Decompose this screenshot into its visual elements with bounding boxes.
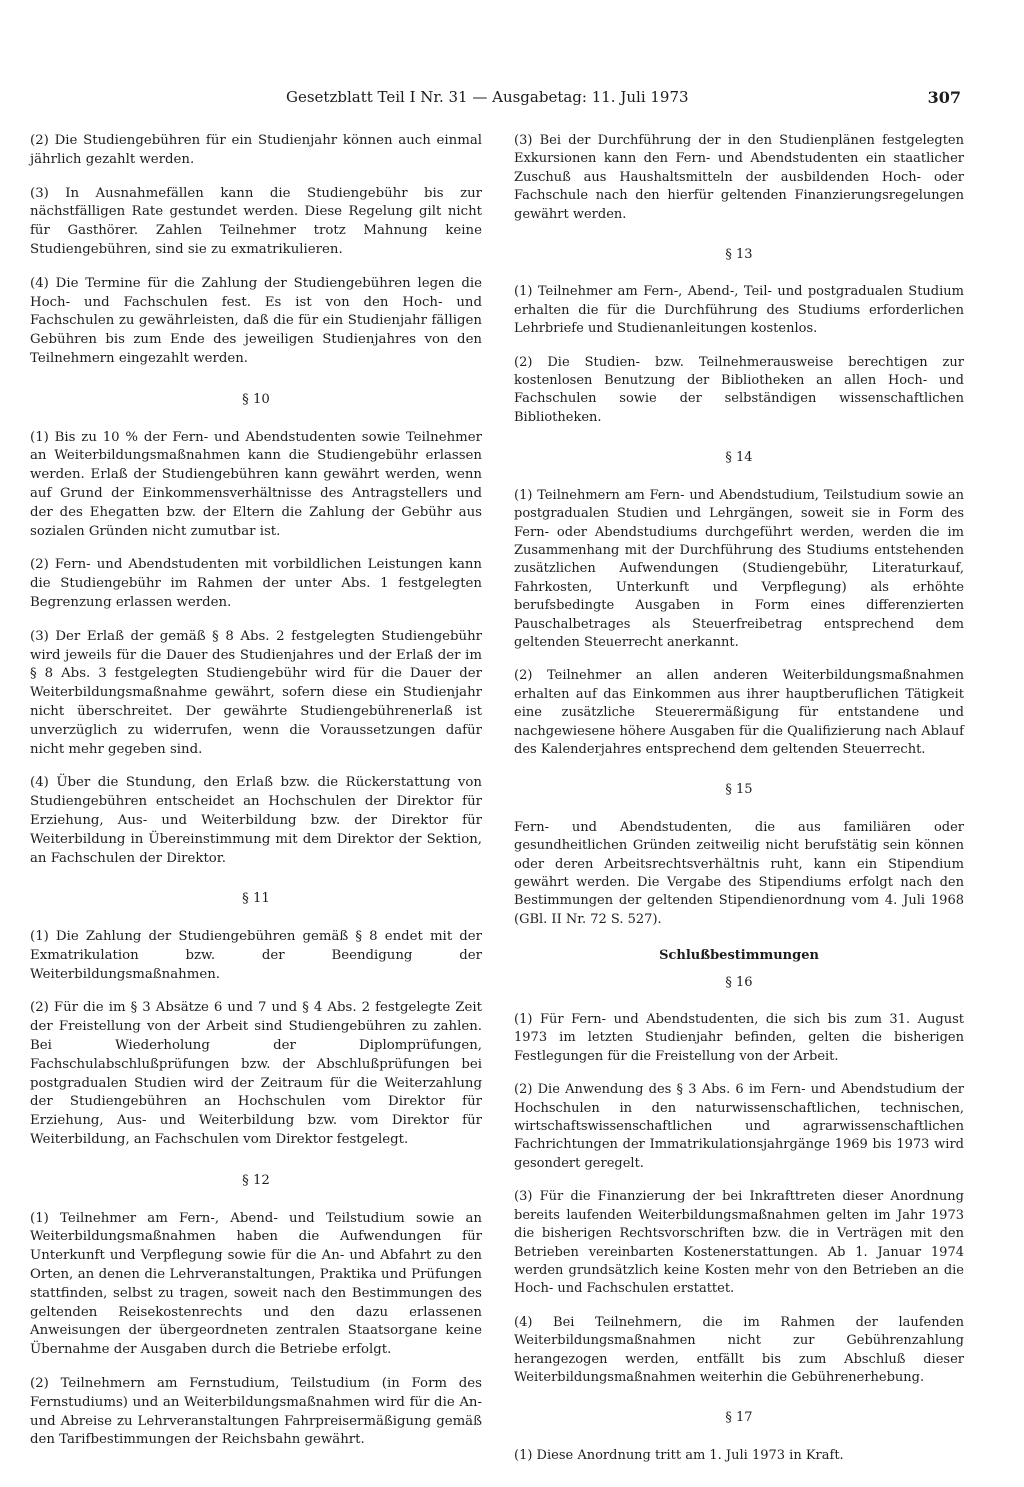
paragraph-13-1: (1) Teilnehmer am Fern-, Abend-, Teil- und postgradualen Studium erhalten die für die Durchführung des Studiums erforderlichen Lehrbriefe und Studienanleitungen kostenlos.	[514, 284, 964, 337]
left-column	[30, 132, 482, 1450]
paragraph-12-3: (3) Bei der Durchführung der in den Studienplänen festgelegten Exkursionen kann den Fern- und Abendstudenten ein staatlicher Zuschuß aus Haushaltsmitteln der ausbildenden Hoch- oder Fachschule nach den hierfür geltenden Finanzierungsregelungen gewährt werden.	[514, 133, 964, 222]
paragraph-10-1: (1) Bis zu 10 % der Fern- und Abendstudenten sowie Teilnehmer an Weiterbildungsmaßnahmen kann die Studiengebühr erlassen werden. Erlaß der Studiengebühren kann gewährt werden, wenn auf Grund der Einkommensverhältnisse des Antragstellers und der des Ehegatten bzw. der Eltern die Zahlung der Gebühr aus sozialen Gründen nicht zumutbar ist.	[30, 429, 482, 539]
final-provisions-heading: Schlußbestimmungen	[659, 948, 819, 964]
paragraph-14-1: (1) Teilnehmern am Fern- und Abendstudium, Teilstudium sowie an postgradualen Studien und Lehrgängen, soweit sie in Form des Fern- oder Abendstudiums durchgeführt werden, werden die im Zusammenhang mit der Durchführung des Studiums entstehenden zusätzlichen Aufwendungen (Studiengebühr, Literaturkauf, Fahrkosten, Unterkunft und Verpflegung) als erhöhte berufsbedingte Ausgaben in Form eines differenzierten Pauschalbetrages als Steuerfreibetrag entsprechend dem geltenden Steuerrecht anerkannt.	[514, 487, 964, 650]
paragraph-11-1: (1) Die Zahlung der Studiengebühren gemäß § 8 endet mit der Exmatrikulation bzw. der Beendigung der Weiterbildungsmaßnahmen.	[30, 929, 482, 982]
paragraph-16-1: (1) Für Fern- und Abendstudenten, die sich bis zum 31. August 1973 im letzten Studienjahr befinden, gelten die bisherigen Festlegungen für die Freistellung von der Arbeit.	[514, 1012, 964, 1064]
paragraph-12-2: (2) Teilnehmern am Fernstudium, Teilstudium (in Form des Fernstudiums) und an Weiterbildungsmaßnahmen wird für die An- und Abreise zu Lehrveranstaltungen Fahrpreisermäßigung gemäß den Tarifbestimmungen der Reichsbahn gewährt.	[30, 1376, 482, 1448]
right-column	[514, 132, 964, 1465]
paragraph-14-2: (2) Teilnehmer an allen anderen Weiterbildungsmaßnahmen erhalten auf das Einkommen aus ihrer hauptberuflichen Tätigkeit eine zusätzliche Steuerermäßigung für entstandene und nachgewiesene höhere Ausgaben für die Qualifizierung nach Ablauf des Kalenderjahres entsprechend dem geltenden Steuerrecht.	[514, 668, 964, 757]
section-heading-16: § 16	[725, 974, 753, 990]
paragraph-17-1: (1) Diese Anordnung tritt am 1. Juli 1973 in Kraft.	[514, 1447, 844, 1463]
paragraph-10-3: (3) Der Erlaß der gemäß § 8 Abs. 2 festgelegten Studiengebühr wird jeweils für die Dauer des Studienjahres und der Erlaß der im § 8 Abs. 3 festgelegten Studiengebühr wird für die Dauer der Weiterbildungsmaßnahme gewährt, sofern diese ein Studienjahr nicht überschreitet. Der gewährte Studiengebührenerlaß ist unverzüglich zu widerrufen, wenn die Voraussetzungen dafür nicht mehr gegeben sind.	[30, 628, 482, 757]
section-heading-17: § 17	[725, 1410, 753, 1426]
section-heading-14: § 14	[725, 450, 753, 466]
section-heading-10: § 10	[242, 391, 270, 407]
section-heading-15: § 15	[725, 782, 753, 798]
paragraph-12-1: (1) Teilnehmer am Fern-, Abend- und Teilstudium sowie an Weiterbildungsmaßnahmen haben die Aufwendungen für Unterkunft und Verpflegung sowie für die An- und Abfahrt zu den Orten, an denen die Lehrveranstaltungen, Praktika und Prüfungen stattfinden, selbst zu tragen, soweit nach den Bestimmungen des geltenden Reisekostenrechts und den dazu erlassenen Anweisungen der übergeordneten zentralen Staatsorgane keine Übernahme der Ausgaben durch die Betriebe erfolgt.	[30, 1210, 482, 1358]
section-heading-12: § 12	[242, 1172, 270, 1188]
paragraph-9-2: (2) Die Studiengebühren für ein Studienjahr können auch einmal jährlich gezahlt werden.	[30, 133, 482, 167]
paragraph-16-3: (3) Für die Finanzierung der bei Inkrafttreten dieser Anordnung bereits laufenden Weiterbildungsmaßnahmen gelten im Jahr 1973 die bisherigen Rechtsvorschriften bzw. die in Verträgen mit den Betrieben vereinbarten Kostenerstattungen. Ab 1. Januar 1974 werden grundsätzlich keine Kosten mehr von den Betrieben an die Hoch- und Fachschulen erstattet.	[514, 1189, 964, 1297]
paragraph-11-2: (2) Für die im § 3 Absätze 6 und 7 und § 4 Abs. 2 festgelegte Zeit der Freistellung von der Arbeit sind Studiengebühren zu zahlen. Bei Wiederholung der Diplomprüfungen, Fachschulabschlußprüfungen bzw. der Abschlußprüfungen bei postgradualen Studien wird der Zeitraum für die Weiterzahlung der Studiengebühren an Hochschulen vom Direktor für Erziehung, Aus- und Weiterbildung bzw. vom Direktor für Weiterbildung, an Fachschulen vom Direktor festgelegt.	[30, 1000, 482, 1148]
page-number: 307	[927, 88, 961, 107]
paragraph-10-2: (2) Fern- und Abendstudenten mit vorbildlichen Leistungen kann die Studiengebühr im Rahmen der unter Abs. 1 festgelegten Begrenzung erlassen werden.	[30, 557, 482, 610]
paragraph-10-4: (4) Über die Stundung, den Erlaß bzw. die Rückerstattung von Studiengebühren entscheidet an Hochschulen der Direktor für Erziehung, Aus- und Weiterbildung bzw. der Direktor für Weiterbildung in Übereinstimmung mit dem Direktor der Sektion, an Fachschulen der Direktor.	[30, 775, 482, 866]
page-header	[20, 88, 964, 110]
section-heading-11: § 11	[242, 891, 270, 907]
section-heading-13: § 13	[725, 247, 753, 263]
paragraph-9-3: (3) In Ausnahmefällen kann die Studiengebühr bis zur nächstfälligen Rate gestundet werden. Diese Regelung gilt nicht für Gasthörer. Zahlen Teilnehmer trotz Mahnung keine Studiengebühren, sind sie zu exmatrikulieren.	[30, 185, 482, 257]
paragraph-13-2: (2) Die Studien- bzw. Teilnehmerausweise berechtigen zur kostenlosen Benutzung der Bibliotheken an allen Hoch- und Fachschulen sowie der selbständigen wissenschaftlichen Bibliotheken.	[514, 354, 964, 425]
header-title: Gesetzblatt Teil I Nr. 31 — Ausgabetag: 11. Juli 1973	[286, 88, 689, 106]
paragraph-16-2: (2) Die Anwendung des § 3 Abs. 6 im Fern- und Abendstudium der Hochschulen in den naturwissenschaftlichen, technischen, wirtschaftswissenschaftlichen und agrarwissenschaftlichen Fachrichtungen der Immatrikulationsjahrgänge 1969 bis 1973 wird gesondert geregelt.	[514, 1082, 964, 1171]
paragraph-15: Fern- und Abendstudenten, die aus familiären oder gesundheitlichen Gründen zeitweilig nicht berufstätig sein können oder deren Arbeitsrechtsverhältnis ruht, kann ein Stipendium gewährt werden. Die Vergabe des Stipendiums erfolgt nach den Bestimmungen der geltenden Stipendienordnung vom 4. Juli 1968 (GBl. II Nr. 72 S. 527).	[514, 819, 964, 927]
paragraph-16-4: (4) Bei Teilnehmern, die im Rahmen der laufenden Weiterbildungsmaßnahmen nicht zur Gebührenzahlung herangezogen werden, entfällt bis zum Abschluß dieser Weiterbildungsmaßnahmen weiterhin die Gebührenerhebung.	[514, 1314, 964, 1385]
paragraph-9-4: (4) Die Termine für die Zahlung der Studiengebühren legen die Hoch- und Fachschulen fest. Es ist von den Hoch- und Fachschulen zu gewährleisten, daß die für ein Studienjahr fälligen Gebühren bis zum Ende des jeweiligen Studienjahres von den Teilnehmern eingezahlt werden.	[30, 275, 482, 366]
